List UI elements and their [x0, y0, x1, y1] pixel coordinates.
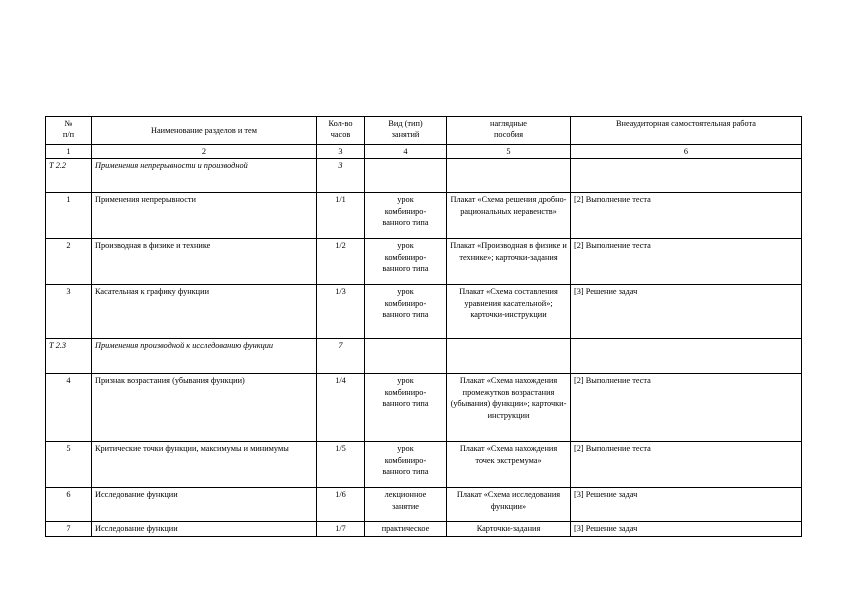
row-number: Т 2.3: [46, 339, 92, 374]
row-visual-aids: Плакат «Производная в физике и технике»; карточки-задания: [447, 239, 571, 285]
row-title: Признак возрастания (убывания функции): [92, 374, 317, 442]
lesson-row: [46, 285, 802, 339]
lesson-row: [46, 488, 802, 522]
row-title: Критические точки функции, максимумы и минимумы: [92, 442, 317, 488]
row-independent-work: [571, 159, 802, 193]
row-independent-work: [571, 339, 802, 374]
row-number: 1: [46, 193, 92, 239]
row-title: Исследование функции: [92, 522, 317, 536]
column-number-cell: 1: [46, 145, 92, 159]
column-number-cell: 4: [365, 145, 447, 159]
column-number-cell: 6: [571, 145, 802, 159]
row-hours: 1/1: [317, 193, 365, 239]
row-lesson-type: [365, 159, 447, 193]
row-number: 2: [46, 239, 92, 285]
row-lesson-type: лекционное занятие: [365, 488, 447, 522]
header-independent-work: [571, 117, 802, 145]
row-number: 5: [46, 442, 92, 488]
header-text-line: №: [64, 119, 73, 128]
row-visual-aids: [447, 159, 571, 193]
thematic-plan-table: [45, 116, 802, 537]
row-independent-work: [2] Выполнение теста: [571, 442, 802, 488]
row-independent-work: [3] Решение задач: [571, 285, 802, 339]
row-independent-work: [2] Выполнение теста: [571, 193, 802, 239]
header-lesson-type: [365, 117, 447, 145]
row-hours: 1/6: [317, 488, 365, 522]
lesson-row: [46, 374, 802, 442]
header-text-line: Кол-во: [328, 119, 353, 128]
row-hours: 1/5: [317, 442, 365, 488]
header-hours: [317, 117, 365, 145]
header-text-line: Внеаудиторная самостоятельная работа: [616, 119, 756, 128]
header-text-line: Наименование разделов и тем: [151, 125, 257, 135]
row-visual-aids: Плакат «Схема составления уравнения касательной»; карточки-инструкции: [447, 285, 571, 339]
column-number-cell: 2: [92, 145, 317, 159]
row-visual-aids: Плакат «Схема нахождения промежутков возрастания (убывания) функции»; карточки-инструкции: [447, 374, 571, 442]
header-section-title: [92, 117, 317, 145]
header-text-line: Вид (тип): [388, 119, 423, 128]
row-visual-aids: Плакат «Схема исследования функции»: [447, 488, 571, 522]
row-number: Т 2.2: [46, 159, 92, 193]
column-number-cell: 3: [317, 145, 365, 159]
row-hours: 1/7: [317, 522, 365, 536]
row-visual-aids: Плакат «Схема решения дробно-рациональных неравенств»: [447, 193, 571, 239]
row-visual-aids: Карточки-задания: [447, 522, 571, 536]
header-row: [46, 117, 802, 145]
row-number: 3: [46, 285, 92, 339]
row-hours: 7: [317, 339, 365, 374]
row-lesson-type: урок комбиниро- ванного типа: [365, 374, 447, 442]
row-lesson-type: урок комбиниро- ванного типа: [365, 442, 447, 488]
row-lesson-type: практическое: [365, 522, 447, 536]
row-hours: 1/4: [317, 374, 365, 442]
row-lesson-type: урок комбиниро- ванного типа: [365, 239, 447, 285]
table-body: [46, 159, 802, 536]
lesson-row: [46, 239, 802, 285]
header-text-line: п/п: [62, 130, 75, 140]
row-lesson-type: урок комбиниро- ванного типа: [365, 285, 447, 339]
row-hours: 1/2: [317, 239, 365, 285]
row-title: Исследование функции: [92, 488, 317, 522]
header-text-line: пособия: [493, 130, 524, 140]
header-text-line: часов: [330, 130, 351, 140]
column-number-row: [46, 145, 802, 159]
row-title: Применения непрерывности: [92, 193, 317, 239]
lesson-row: [46, 442, 802, 488]
row-visual-aids: [447, 339, 571, 374]
header-number: [46, 117, 92, 145]
row-title: Касательная к графику функции: [92, 285, 317, 339]
lesson-row: [46, 193, 802, 239]
row-independent-work: [3] Решение задач: [571, 488, 802, 522]
row-title: Применения непрерывности и производной: [92, 159, 317, 193]
lesson-row: [46, 522, 802, 536]
row-lesson-type: [365, 339, 447, 374]
column-number-cell: 5: [447, 145, 571, 159]
row-hours: 3: [317, 159, 365, 193]
row-number: 6: [46, 488, 92, 522]
row-independent-work: [3] Решение задач: [571, 522, 802, 536]
row-independent-work: [2] Выполнение теста: [571, 374, 802, 442]
topic-row: [46, 339, 802, 374]
row-title: Применения производной к исследованию функции: [92, 339, 317, 374]
header-visual-aids: [447, 117, 571, 145]
row-lesson-type: урок комбиниро- ванного типа: [365, 193, 447, 239]
row-independent-work: [2] Выполнение теста: [571, 239, 802, 285]
topic-row: [46, 159, 802, 193]
row-title: Производная в физике и технике: [92, 239, 317, 285]
row-hours: 1/3: [317, 285, 365, 339]
row-visual-aids: Плакат «Схема нахождения точек экстремума»: [447, 442, 571, 488]
header-text-line: наглядные: [490, 119, 527, 128]
row-number: 4: [46, 374, 92, 442]
row-number: 7: [46, 522, 92, 536]
header-text-line: занятий: [391, 130, 420, 140]
